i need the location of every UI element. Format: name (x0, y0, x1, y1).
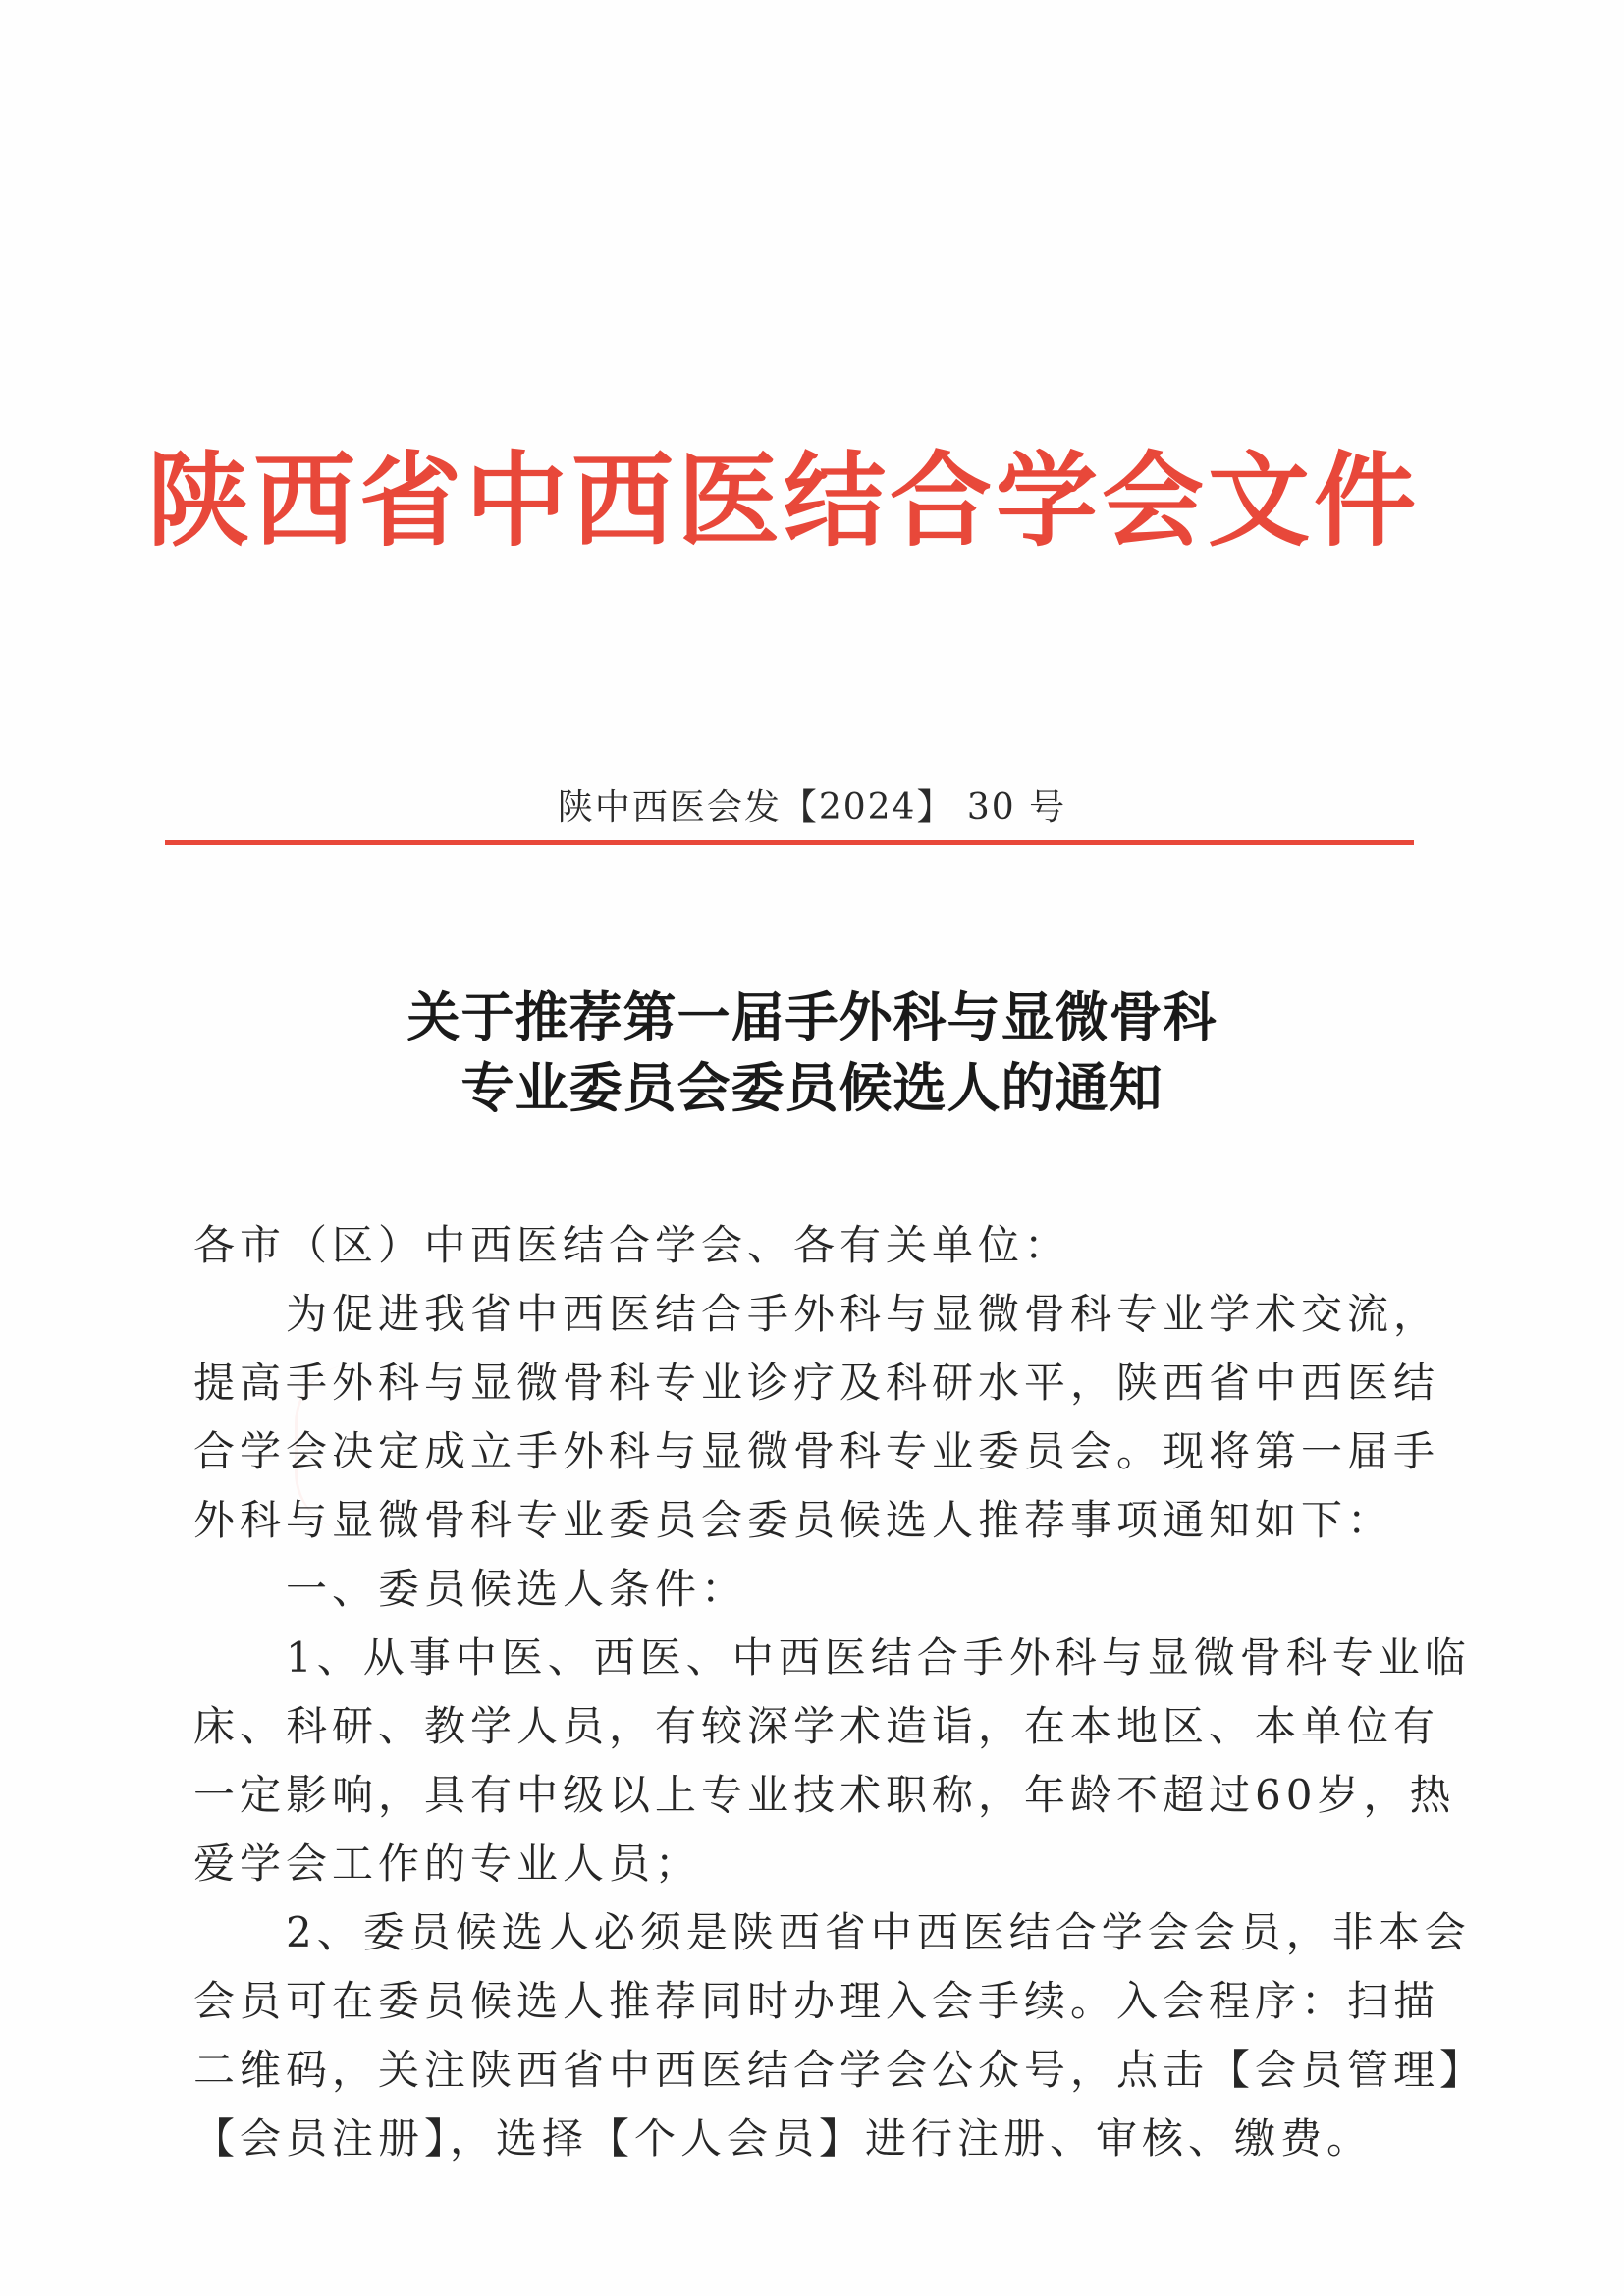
notice-title-line-2: 专业委员会委员候选人的通知 (460, 1056, 1164, 1119)
document-number: 陕中西医会发【2024】 30 号 (557, 787, 1067, 828)
paragraph-line: 1、从事中医、西医、中西医结合手外科与显微骨科专业临 (193, 1633, 1471, 1682)
org-header-title: 陕西省中西医结合学会文件 (147, 440, 1421, 561)
red-divider-line (165, 840, 1414, 845)
paragraph-line: 为促进我省中西医结合手外科与显微骨科专业学术交流， (193, 1290, 1440, 1338)
paragraph-line: 爱学会工作的专业人员； (193, 1840, 702, 1888)
section-heading: 一、委员候选人条件： (193, 1565, 748, 1613)
paragraph-line: 床、科研、教学人员，有较深学术造诣，在本地区、本单位有 (193, 1702, 1440, 1750)
paragraph-line: 【会员注册】，选择【个人会员】进行注册、审核、缴费。 (193, 2114, 1374, 2163)
paragraph-line: 外科与显微骨科专业委员会委员候选人推荐事项通知如下： (193, 1496, 1394, 1544)
paragraph-line: 提高手外科与显微骨科专业诊疗及科研水平，陕西省中西医结 (193, 1359, 1440, 1407)
notice-body (193, 1211, 1487, 2173)
paragraph-line: 会员可在委员候选人推荐同时办理入会手续。入会程序：扫描 (193, 1977, 1440, 2025)
notice-title (0, 982, 1624, 1123)
salutation-line: 各市（区）中西医结合学会、各有关单位： (193, 1221, 1071, 1269)
paragraph-line: 2、委员候选人必须是陕西省中西医结合学会会员，非本会 (193, 1908, 1471, 1956)
paragraph-line: 一定影响，具有中级以上专业技术职称，年龄不超过60岁，热 (193, 1771, 1456, 1819)
paragraph-line: 二维码，关注陕西省中西医结合学会公众号，点击【会员管理】 (193, 2046, 1487, 2094)
paragraph-line: 合学会决定成立手外科与显微骨科专业委员会。现将第一届手 (193, 1427, 1440, 1475)
notice-title-line-1: 关于推荐第一届手外科与显微骨科 (406, 986, 1218, 1048)
